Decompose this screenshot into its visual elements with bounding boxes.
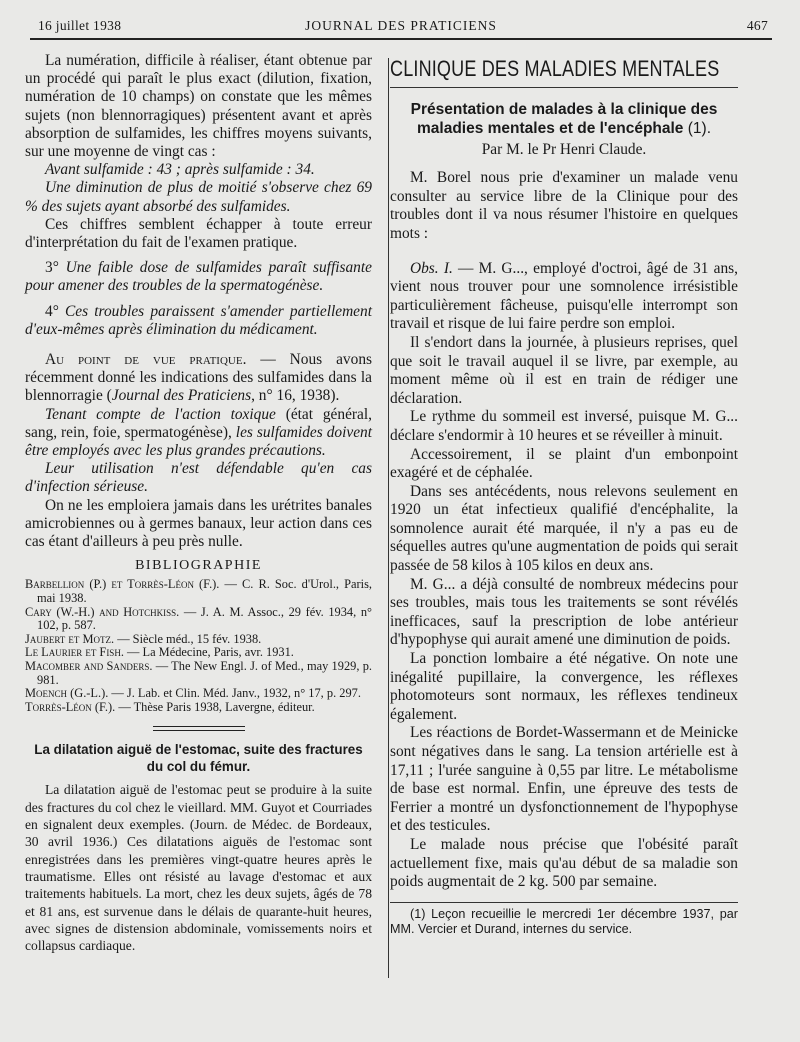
bibliography-title: BIBLIOGRAPHIE [135, 558, 262, 574]
paragraph: Les réactions de Bordet-Wassermann et de Meinicke sont négatives dans le sang. La tension artérielle est à 17,11 ; l'urée sanguine à 0,55 par litre. Le métabolisme de base est normal. Enfin, une épreuve des tests de Ferrier a montré un dysfonctionnement de l'hypophyse et des testicules. [390, 724, 738, 835]
paragraph-point-3 [25, 259, 372, 295]
paragraph-practical: Au point de vue pratique. — Nous avons récemment donné les indications des sulfamides dans la blennorragie (Journal des Praticiens, n° 16, 1938). [25, 351, 372, 405]
paragraph: Dans ses antécédents, nous relevons seulement en 1920 un état infectieux qualifié d'encéphalite, la somnolence aurait été marquée, il n'y a pas eu de séquelles autres qu'une augmentation de poids qui serait passée de 58 kilos à 105 kilos en deux ans. [390, 482, 738, 575]
bibliography-entry: Cary (W.-H.) and Hotchkiss. — J. A. M. Assoc., 29 fév. 1934, n° 102, p. 587. [25, 604, 373, 633]
paragraph: Le malade nous précise que l'obésité paraît actuellement fixe, mais qu'au début de sa maladie son poids augmentait de 2 kg. 500 par semaine. [390, 835, 738, 891]
bibliography-entry: Barbellion (P.) et Torrès-Léon (F.). — C. R. Soc. d'Urol., Paris, mai 1938. [25, 577, 372, 606]
header-rule [30, 38, 772, 40]
point-text: Ces troubles paraissent s'amender partiellement d'eux-mêmes après élimination du médicament. [25, 302, 372, 338]
paragraph: Il s'endort dans la journée, à plusieurs reprises, quel que soit le travail auquel il se livre, par exemple, au moment même où il est en train de rédiger une déclaration. [390, 333, 738, 407]
left-column [25, 52, 372, 954]
section-title: CLINIQUE DES MALADIES MENTALES [390, 56, 720, 81]
section-lead: Au point de vue pratique. [45, 351, 247, 369]
paragraph-result: Avant sulfamide : 43 ; après sulfamide : 34. [45, 161, 315, 179]
footnote-marker: (1). [687, 119, 711, 137]
footnote-rule [390, 902, 738, 903]
running-header [30, 14, 772, 36]
column-divider [388, 58, 389, 978]
paragraph: M. Borel nous prie d'examiner un malade venu consulter au service libre de la Clinique pour des troubles dont il va nous résumer l'histoire en quelques mots : [390, 169, 738, 242]
header-date: 16 juillet 1938 [38, 18, 122, 33]
observation-label: Obs. I. [410, 259, 453, 277]
point-text: Une faible dose de sulfamides paraît suffisante pour amener des troubles de la spermatogénèse. [25, 259, 372, 295]
title-rule [390, 87, 738, 88]
point-number: 3° [45, 259, 59, 277]
footnote [390, 907, 738, 938]
header-page-number: 467 [746, 18, 768, 33]
article-title: La dilatation aiguë de l'estomac, suite des fractures du col du fémur. [34, 742, 363, 775]
paragraph-finding: Une diminution de plus de moitié s'observe chez 69 % des sujets ayant absorbé des sulfamides. [25, 179, 372, 215]
paragraph: La ponction lombaire a été négative. On note une inégalité pupillaire, la convergence, les réflexes photomoteurs sont normaux, les réflexes tendineux également. [390, 650, 738, 723]
bibliography-entry: Moench (G.-L.). — J. Lab. et Clin. Méd. Janv., 1932, n° 17, p. 297. [25, 686, 361, 701]
footnote-text: (1) Leçon recueillie le mercredi 1er décembre 1937, par MM. Vercier et Durand, internes du service. [390, 906, 738, 937]
header-journal-title: JOURNAL DES PRATICIENS [305, 18, 497, 33]
paragraph: Le rythme du sommeil est inversé, puisque M. G... déclare s'endormir à 10 heures et se réveiller à minuit. [390, 408, 738, 444]
paragraph: On ne les emploiera jamais dans les urétrites banales amicrobiennes ou à germes banaux, leur action dans ces cas étant d'ailleurs à peu près nulle. [25, 496, 372, 551]
bibliography-entry: Macomber and Sanders. — The New Engl. J. of Med., may 1929, p. 981. [25, 659, 372, 687]
paragraph: Accessoirement, il se plaint d'un embonpoint exagéré et de céphalée. [390, 445, 738, 482]
bibliography [25, 578, 372, 714]
paragraph-observation: Obs. I. — M. G..., employé d'octroi, âgé de 31 ans, vient nous trouver pour une somnolence irrésistible particulièrement fâcheuse, puisqu'elle interrompt son travail et risque de lui faire perdre son emploi. [390, 259, 739, 333]
bibliography-entry: Torrès-Léon (F.). — Thèse Paris 1938, Lavergne, éditeur. [25, 699, 315, 714]
right-column [390, 58, 738, 938]
paragraph: Leur utilisation n'est défendable qu'en cas d'infection sérieuse. [25, 460, 372, 496]
bibliography-entry: Jaubert et Motz. — Siècle méd., 15 fév. 1938. [25, 631, 262, 646]
paragraph: Ces chiffres semblent échapper à toute erreur d'interprétation du fait de l'examen pratique. [25, 215, 372, 252]
paragraph: M. G... a déjà consulté de nombreux médecins pour ses troubles, mais tous les traitements se sont révélés inefficaces, sauf la prescription de lobe antérieur d'hypophyse qui aurait amené une diminution de poids. [390, 575, 738, 649]
point-number: 4° [45, 302, 59, 320]
author-line: Par M. le Pr Henri Claude. [481, 140, 647, 158]
bibliography-entry: Le Laurier et Fish. — La Médecine, Paris, avr. 1931. [25, 645, 294, 660]
paragraph: La numération, difficile à réaliser, étant obtenue par un procédé qui paraît le plus exact (dilution, fixation, numération de 10 champs) on constate que les mêmes sujets (non blennorragiques) présentent avant et après absorption de sulfamides, les chiffres moyens suivants, sur une moyenne de vingt cas : [25, 52, 372, 161]
lecture-title: Présentation de malades à la clinique des maladies mentales et de l'encéphale (1). [410, 100, 718, 137]
article-body: La dilatation aiguë de l'estomac peut se produire à la suite des fractures du col chez le vieillard. MM. Guyot et Courriades en signalent deux exemples. (Journ. de Médec. de Bordeaux, 30 avril 1936.) Ces dilatations aiguës de l'estomac sont enregistrées dans les premières vingt-quatre heures après le traumatisme. Elles ont résisté au lavage d'estomac et aux traitements habituels. La mort, chez les deux sujets, âgés de 78 et 81 ans, est survenue dans le délais de quarante-huit heures, avec signes de distension abdominale, vomissements noirs et collapsus cardiaque. [25, 782, 372, 954]
paragraph-toxic: Tenant compte de l'action toxique (état général, sang, rein, foie, spermatogénèse), les sulfamides doivent être employés avec les plus grandes précautions. [25, 405, 372, 460]
section-separator [153, 726, 245, 731]
journal-reference: Journal des Praticiens [111, 387, 252, 405]
paragraph-point-4 [25, 303, 372, 339]
